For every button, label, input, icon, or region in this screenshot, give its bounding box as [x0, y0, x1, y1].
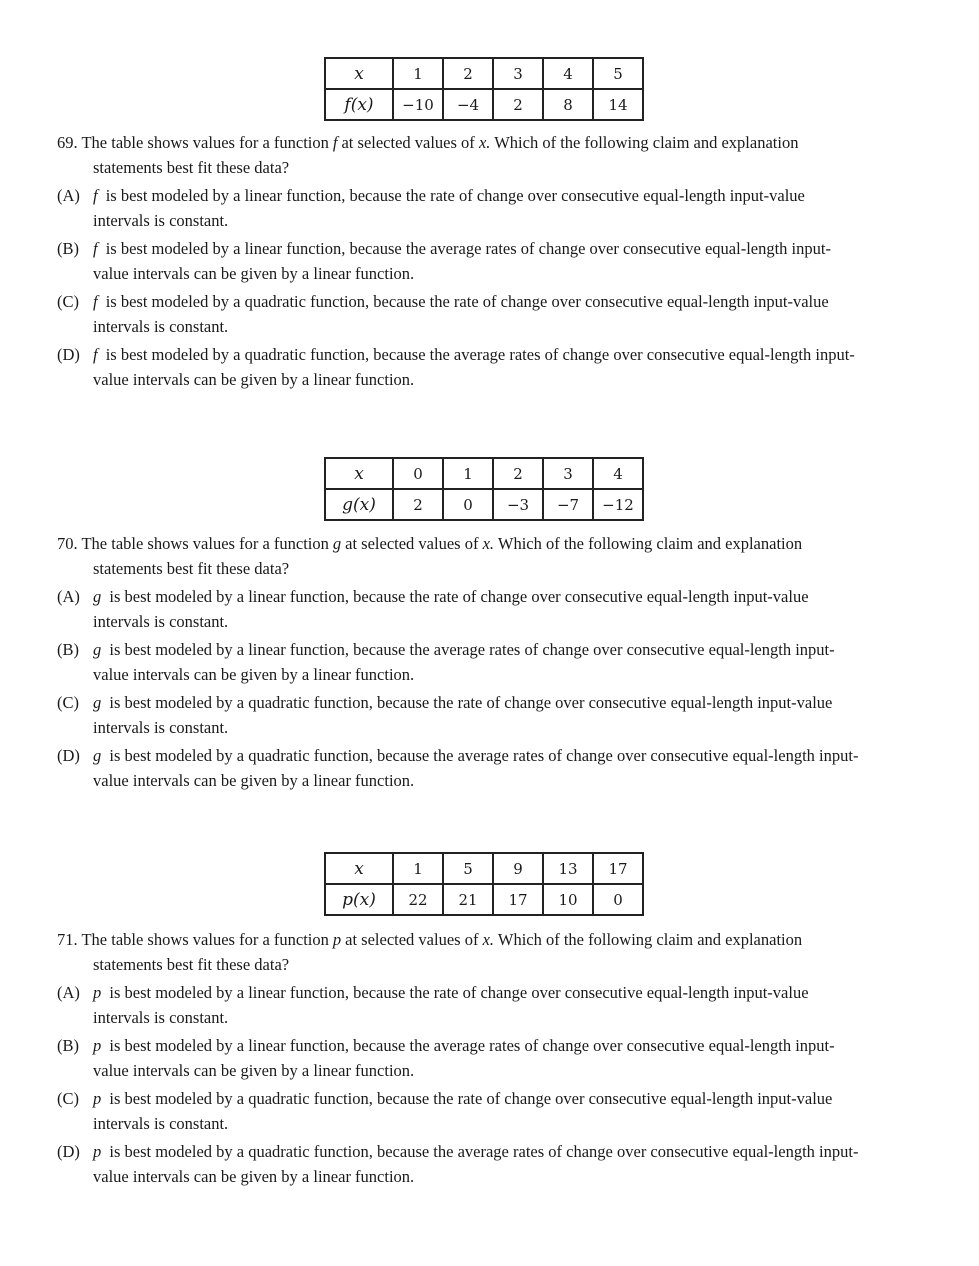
- choice-d[interactable]: [57, 743, 917, 793]
- question-stem-cont: statements best fit these data?: [93, 158, 290, 177]
- question-text: The table shows values for a function: [81, 930, 329, 949]
- gx-cell: 0: [443, 489, 493, 520]
- choice-text-cont: intervals is constant.: [93, 211, 229, 230]
- function-var: f: [332, 133, 338, 152]
- choice-b[interactable]: [57, 637, 917, 687]
- values-table: [324, 457, 644, 521]
- px-cell: 22: [393, 884, 443, 915]
- choice-text-cont: intervals is constant.: [93, 317, 229, 336]
- choice-letter: (A): [57, 983, 80, 1002]
- x-row: [325, 853, 643, 884]
- function-var: p: [93, 1036, 102, 1055]
- question-text: at selected values of: [345, 534, 479, 553]
- choice-text: is best modeled by a quadratic function, because the rate of change over consecutive equal-length input-value: [109, 1089, 833, 1108]
- choice-text: is best modeled by a quadratic function, because the average rates of change over consecutive equal-length input-: [109, 1142, 859, 1161]
- choice-letter: (C): [57, 693, 79, 712]
- question-text: at selected values of: [341, 133, 475, 152]
- px-row: [325, 884, 643, 915]
- fx-cell: 8: [543, 89, 593, 120]
- question-block: [57, 130, 917, 392]
- x-var: x.: [482, 930, 495, 949]
- choice-text: is best modeled by a linear function, because the rate of change over consecutive equal-length input-value: [109, 983, 809, 1002]
- choice-text: is best modeled by a linear function, because the average rates of change over consecutive equal-length input-: [105, 239, 831, 258]
- fx-cell: −10: [393, 89, 443, 120]
- choice-letter: (C): [57, 1089, 79, 1108]
- values-table: [324, 57, 644, 121]
- question-stem: [57, 531, 917, 556]
- fx-cell: 14: [593, 89, 643, 120]
- gx-row: [325, 489, 643, 520]
- x-cell: 5: [443, 853, 493, 884]
- function-var: f: [93, 186, 98, 205]
- x-row: [325, 58, 643, 89]
- choice-text-cont: value intervals can be given by a linear function.: [93, 370, 415, 389]
- choice-text-cont: value intervals can be given by a linear function.: [93, 771, 415, 790]
- question-text: Which of the following claim and explanation: [497, 534, 803, 553]
- choice-text-cont: intervals is constant.: [93, 612, 229, 631]
- function-var: g: [93, 587, 102, 606]
- choice-letter: (A): [57, 587, 80, 606]
- question-number: 69.: [57, 133, 78, 152]
- choice-text: is best modeled by a quadratic function, because the average rates of change over consecutive equal-length input-: [109, 746, 859, 765]
- x-var: x.: [482, 534, 495, 553]
- px-cell: 10: [543, 884, 593, 915]
- choice-d[interactable]: [57, 1139, 917, 1189]
- fx-cell: 2: [493, 89, 543, 120]
- function-var: p: [93, 1089, 102, 1108]
- choice-text-cont: intervals is constant.: [93, 718, 229, 737]
- choice-text-cont: intervals is constant.: [93, 1008, 229, 1027]
- x-header: x: [325, 58, 393, 89]
- choice-letter: (A): [57, 186, 80, 205]
- values-table: [324, 852, 644, 916]
- choice-text: is best modeled by a linear function, because the average rates of change over consecutive equal-length input-: [109, 640, 835, 659]
- choice-text: is best modeled by a linear function, because the rate of change over consecutive equal-length input-value: [105, 186, 805, 205]
- function-var: g: [332, 534, 342, 553]
- function-var: p: [332, 930, 342, 949]
- x-cell: 3: [493, 58, 543, 89]
- choice-letter: (C): [57, 292, 79, 311]
- x-cell: 4: [543, 58, 593, 89]
- question-stem-cont: statements best fit these data?: [93, 955, 290, 974]
- x-cell: 0: [393, 458, 443, 489]
- choice-b[interactable]: [57, 236, 917, 286]
- question-text: The table shows values for a function: [81, 534, 329, 553]
- function-var: f: [93, 345, 98, 364]
- gx-cell: −3: [493, 489, 543, 520]
- function-var: f: [93, 239, 98, 258]
- choice-text-cont: value intervals can be given by a linear function.: [93, 264, 415, 283]
- function-var: g: [93, 746, 102, 765]
- choice-c[interactable]: [57, 289, 917, 339]
- x-cell: 1: [393, 853, 443, 884]
- choice-a[interactable]: [57, 183, 917, 233]
- choice-b[interactable]: [57, 1033, 917, 1083]
- choice-text: is best modeled by a quadratic function, because the rate of change over consecutive equal-length input-value: [109, 693, 833, 712]
- choice-a[interactable]: [57, 980, 917, 1030]
- choice-text-cont: value intervals can be given by a linear function.: [93, 1061, 415, 1080]
- gx-header: g(x): [325, 489, 393, 520]
- x-cell: 2: [493, 458, 543, 489]
- question-text: at selected values of: [345, 930, 479, 949]
- question-number: 70.: [57, 534, 78, 553]
- question-text: The table shows values for a function: [81, 133, 329, 152]
- function-var: f: [93, 292, 98, 311]
- choice-text-cont: value intervals can be given by a linear function.: [93, 1167, 415, 1186]
- x-cell: 9: [493, 853, 543, 884]
- x-cell: 5: [593, 58, 643, 89]
- x-row: [325, 458, 643, 489]
- question-text: Which of the following claim and explanation: [497, 930, 803, 949]
- question-stem: [57, 927, 917, 952]
- choice-c[interactable]: [57, 1086, 917, 1136]
- x-header: x: [325, 458, 393, 489]
- function-var: g: [93, 693, 102, 712]
- px-header: p(x): [325, 884, 393, 915]
- choice-d[interactable]: [57, 342, 917, 392]
- choice-a[interactable]: [57, 584, 917, 634]
- x-cell: 13: [543, 853, 593, 884]
- x-cell: 2: [443, 58, 493, 89]
- x-var: x.: [478, 133, 491, 152]
- question-number: 71.: [57, 930, 78, 949]
- choice-text: is best modeled by a quadratic function, because the average rates of change over consecutive equal-length input-: [105, 345, 855, 364]
- gx-cell: −7: [543, 489, 593, 520]
- choice-c[interactable]: [57, 690, 917, 740]
- choice-text-cont: value intervals can be given by a linear function.: [93, 665, 415, 684]
- choice-letter: (B): [57, 239, 79, 258]
- px-cell: 17: [493, 884, 543, 915]
- question-stem-cont: statements best fit these data?: [93, 559, 290, 578]
- fx-row: [325, 89, 643, 120]
- px-cell: 0: [593, 884, 643, 915]
- function-var: p: [93, 983, 102, 1002]
- function-var: p: [93, 1142, 102, 1161]
- fx-cell: −4: [443, 89, 493, 120]
- function-var: g: [93, 640, 102, 659]
- choice-letter: (D): [57, 746, 80, 765]
- x-cell: 4: [593, 458, 643, 489]
- question-stem: [57, 130, 917, 155]
- question-text: Which of the following claim and explanation: [494, 133, 799, 152]
- x-cell: 1: [393, 58, 443, 89]
- x-cell: 3: [543, 458, 593, 489]
- fx-header: f(x): [325, 89, 393, 120]
- gx-cell: 2: [393, 489, 443, 520]
- x-cell: 1: [443, 458, 493, 489]
- px-cell: 21: [443, 884, 493, 915]
- x-cell: 17: [593, 853, 643, 884]
- choice-letter: (D): [57, 345, 80, 364]
- gx-cell: −12: [593, 489, 643, 520]
- choice-letter: (B): [57, 1036, 79, 1055]
- choice-text: is best modeled by a linear function, because the average rates of change over consecutive equal-length input-: [109, 1036, 835, 1055]
- choice-text: is best modeled by a quadratic function, because the rate of change over consecutive equal-length input-value: [105, 292, 829, 311]
- x-header: x: [325, 853, 393, 884]
- question-block: [57, 927, 917, 1189]
- choice-text: is best modeled by a linear function, because the rate of change over consecutive equal-length input-value: [109, 587, 809, 606]
- choice-text-cont: intervals is constant.: [93, 1114, 229, 1133]
- question-block: [57, 531, 917, 793]
- choice-letter: (D): [57, 1142, 80, 1161]
- choice-letter: (B): [57, 640, 79, 659]
